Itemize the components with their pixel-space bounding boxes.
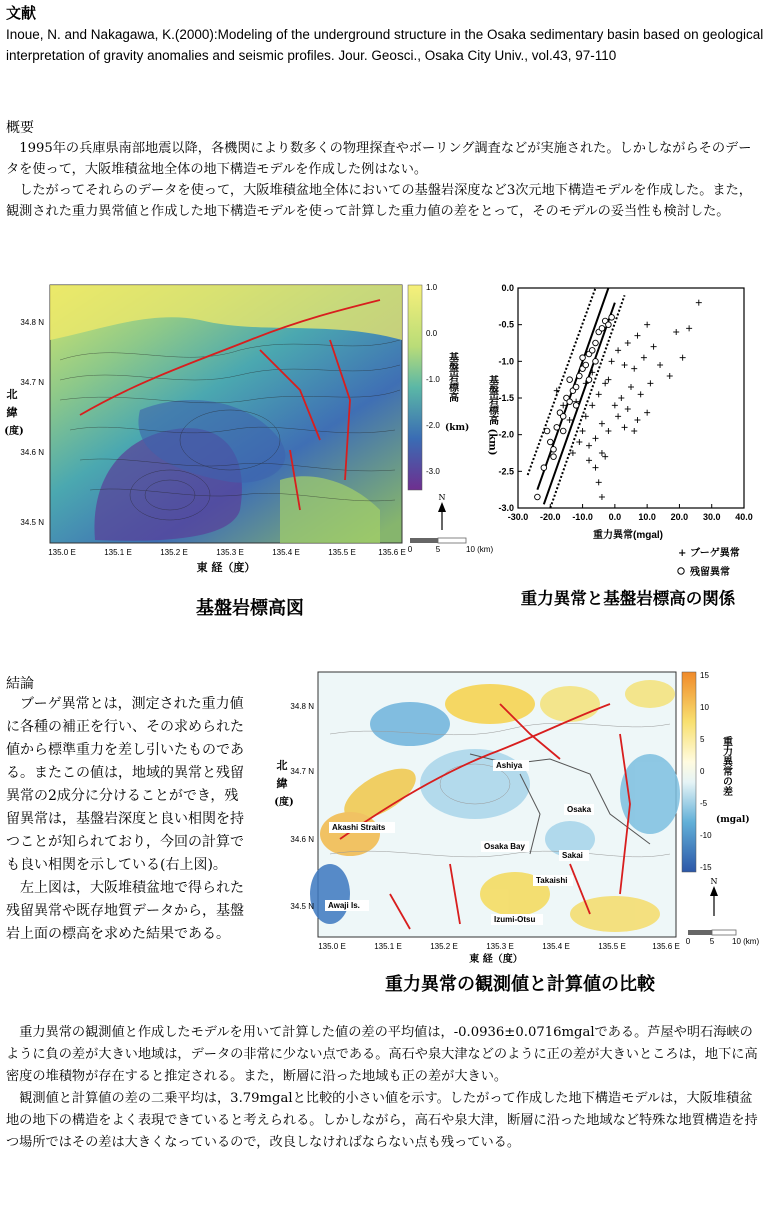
scatter-point-residual (541, 465, 547, 471)
scale-tick: -10 (700, 831, 712, 840)
lat-tick: 34.6 N (290, 835, 314, 844)
scatter-point-residual (547, 439, 553, 445)
scatter-ytick-label: -2.5 (498, 466, 514, 477)
scatter-xtick-label: 10.0 (638, 512, 656, 522)
scale-label: 基盤岩標高 (446, 352, 458, 402)
lon-tick: 135.6 E (652, 942, 680, 951)
bar-tick: 5 (435, 545, 441, 554)
lon-tick: 135.5 E (328, 548, 356, 557)
scatter-xtick-label: -30.0 (507, 512, 529, 522)
scale-tick: -5 (700, 799, 708, 808)
north-arrow-icon (438, 493, 446, 530)
scatter-point-residual (609, 315, 615, 321)
place-label: Ashiya (496, 761, 523, 770)
basement-map-caption: 基盤岩標高図 (196, 598, 304, 619)
place-label: Sakai (562, 851, 583, 860)
scatter-point-residual (573, 403, 579, 409)
scatter-xtick-label: -20.0 (540, 512, 561, 522)
abstract-body (6, 138, 764, 222)
conclusion-paragraph-1: ブーゲ異常とは，測定された重力値に各種の補正を行い、その求められた値から標準重力を差し引いたものである。またこの値は，地域的異常と残留異常の2成分に分けることができ，残留異常は，基盤岩深度と良い相関を持つことが知られており，今回の計算でも良い相関を示している(右上図)。 (6, 696, 244, 873)
reference-heading: 文献 (6, 5, 37, 22)
scale-tick: 0.0 (426, 329, 438, 338)
place-label: Osaka Bay (484, 842, 525, 851)
conclusion-paragraph-2: 左上図は，大阪堆積盆地で得られた残留異常や既存地質データから，基盤岩上面の標高を求めた結果である。 (6, 880, 244, 942)
lon-tick: 135.3 E (486, 942, 514, 951)
basement-map-ylabel-1: 北 (6, 388, 18, 401)
scale-tick: 10 (700, 703, 709, 712)
legend-marker-circle (678, 568, 684, 574)
residual-map-ylabel-1: 北 (276, 759, 288, 772)
abstract-paragraph-2: したがってそれらのデータを使って，大阪堆積盆地全体においての基盤岩深度など3次元地下構造モデルを作成した。また，観測された重力異常値と作成した地下構造モデルを使って計算した重力値の差をとって，そのモデルの妥当性も検討した。 (6, 183, 752, 219)
scatter-point-residual (593, 359, 599, 365)
scale-tick: 15 (700, 671, 709, 680)
north-arrow-icon (710, 877, 718, 916)
lon-tick: 135.0 E (48, 548, 76, 557)
lon-tick: 135.0 E (318, 942, 346, 951)
figure-basement-map (0, 280, 494, 620)
lon-tick: 135.2 E (430, 942, 458, 951)
scatter-point-residual (560, 414, 566, 420)
abstract-heading: 概要 (6, 120, 34, 136)
lon-tick: 135.4 E (272, 548, 300, 557)
north-label: N (710, 877, 718, 886)
lon-tick: 135.5 E (598, 942, 626, 951)
lat-tick: 34.8 N (290, 702, 314, 711)
residual-map-ylabel-2: 緯 (276, 777, 288, 790)
reference-text: Inoue, N. and Nakagawa, K.(2000):Modeling of the underground structure in the Osaka sedimentary basin based on geological interpretation of gravity anomalies and seismic profiles. Jour. Geosci., Osaka City Univ., vol.43, 97-110 (6, 27, 764, 63)
scatter-point-residual (583, 362, 589, 368)
conclusion-heading: 結論 (6, 676, 34, 692)
lat-tick: 34.5 N (290, 902, 314, 911)
bar-tick: 0 (407, 545, 413, 554)
lat-tick: 34.6 N (20, 448, 44, 457)
basement-map-xlabel: 東 経（度） (196, 561, 256, 574)
scatter-ytick-label: -1.5 (498, 393, 514, 403)
lat-tick: 34.7 N (20, 378, 44, 387)
conclusion-body (6, 693, 252, 946)
scatter-point-residual (551, 454, 557, 460)
basement-map-graphic (0, 280, 494, 620)
scatter-point-residual (589, 348, 595, 354)
scale-tick: -15 (700, 863, 712, 872)
figure-residual-map (270, 664, 770, 1004)
scatter-point-residual (586, 377, 592, 383)
basement-map-ylabel-3: (度) (4, 426, 24, 437)
scatter-point-residual (551, 447, 557, 453)
scatter-plot-frame (518, 288, 744, 508)
scale-tick: 5 (700, 735, 705, 744)
bar-tick: 10 (km) (466, 545, 494, 554)
scatter-point-residual (535, 494, 541, 500)
scatter-point-residual (580, 355, 586, 361)
scatter-point-residual (567, 377, 573, 383)
scale-tick: -2.0 (426, 421, 440, 430)
legend-marker-plus: + (678, 548, 687, 559)
scatter-chart (478, 280, 770, 580)
basement-map-ylabel-2: 緯 (6, 406, 18, 419)
discussion-paragraph-1: 重力異常の観測値と作成したモデルを用いて計算した値の差の平均値は，-0.0936±0.0716mgalである。芦屋や明石海峡のように負の差が大きい地域は，データの非常に少ない点である。高石や泉大津などのように正の差が大きいところは，地下に高密度の堆積物が存在すると推定される。また，断層に沿った地域も正の差が大きい。 (6, 1025, 758, 1084)
scatter-xtick-label: 30.0 (702, 512, 721, 522)
scatter-caption: 重力異常と基盤岩標高の関係 (520, 589, 736, 608)
lat-tick: 34.5 N (20, 518, 44, 527)
scatter-ytick-label: -3.0 (498, 503, 514, 513)
residual-map-graphic (270, 664, 770, 964)
scale-unit: (mgal) (716, 815, 750, 825)
scale-tick: 0 (700, 767, 705, 776)
bar-tick: 0 (685, 937, 691, 946)
bar-tick: 10 (km) (732, 937, 760, 946)
scale-tick: -3.0 (426, 467, 440, 476)
discussion-paragraph-2: 観測値と計算値の差の二乗平均は，3.79mgalと比較的小さい値を示す。したがって作成した地下構造モデルは，大阪堆積盆地の地下の構造をよく表現できていると考えられる。しかしながら，高石や泉大津，断層に沿った地域など特殊な地質構造を持つ場所ではその差は大きくなっているので，改良しなければならない点も残っている。 (6, 1091, 758, 1150)
place-label: Izumi-Otsu (494, 915, 536, 924)
scatter-point-residual (599, 326, 605, 332)
scatter-ylabel: 基盤岩標高 (km) (486, 375, 498, 456)
scatter-ytick-label: 0.0 (501, 283, 514, 293)
scale-unit: (km) (445, 423, 470, 433)
residual-map-xlabel: 東 経（度） (469, 954, 523, 965)
basement-color-scale (408, 285, 422, 490)
basement-map-lat-ticks (20, 318, 44, 527)
scatter-point-residual (560, 428, 566, 434)
scale-label: 重力異常の差 (720, 736, 732, 796)
north-label: N (438, 493, 446, 502)
scatter-ytick-label: -0.5 (498, 319, 514, 330)
scatter-xtick-label: -10.0 (572, 512, 593, 522)
lon-tick: 135.4 E (542, 942, 570, 951)
lon-tick: 135.2 E (160, 548, 188, 557)
scale-tick: 1.0 (426, 283, 438, 292)
scatter-point-residual (577, 373, 583, 379)
scatter-point-residual (567, 399, 573, 405)
place-label: Takaishi (536, 876, 568, 885)
scatter-xtick-label: 40.0 (735, 512, 753, 522)
place-label: Akashi Straits (332, 823, 386, 832)
lat-tick: 34.7 N (290, 767, 314, 776)
residual-map-caption: 重力異常の観測値と計算値の比較 (385, 974, 655, 995)
scatter-xtick-label: 20.0 (670, 512, 689, 522)
abstract-paragraph-1: 1995年の兵庫県南部地震以降，各機関により数多くの物理探査やボーリング調査などが実施された。しかしながらそのデータを使って，大阪堆積盆地全体の地下構造モデルを作成した例はない。 (6, 141, 752, 177)
scatter-xlabel: 重力異常(mgal) (593, 530, 663, 541)
lon-tick: 135.3 E (216, 548, 244, 557)
residual-map-ylabel-3: (度) (274, 797, 294, 808)
place-label: Osaka (567, 805, 592, 814)
scatter-point-residual (544, 428, 550, 434)
lat-tick: 34.8 N (20, 318, 44, 327)
lon-tick: 135.1 E (374, 942, 402, 951)
scatter-point-residual (573, 384, 579, 390)
discussion-body (6, 1022, 764, 1154)
scale-tick: -1.0 (426, 375, 440, 384)
residual-color-scale (682, 672, 696, 872)
figure-scatter (478, 280, 770, 620)
lon-tick: 135.1 E (104, 548, 132, 557)
scatter-xtick-label: 0.0 (608, 512, 622, 522)
scatter-ytick-label: -2.0 (498, 429, 514, 440)
bar-tick: 5 (709, 937, 715, 946)
scatter-point-residual (593, 340, 599, 346)
place-label: Awaji Is. (328, 901, 360, 910)
scatter-point-residual (554, 425, 560, 431)
scatter-legend (678, 546, 740, 578)
legend-entry-bouguer: ブーゲ異常 (690, 548, 740, 559)
scatter-point-residual (606, 322, 612, 328)
scatter-ytick-label: -1.0 (498, 356, 514, 367)
basement-map-lon-ticks (48, 548, 406, 557)
lon-tick: 135.6 E (378, 548, 406, 557)
legend-entry-residual: 残留異常 (690, 567, 730, 578)
